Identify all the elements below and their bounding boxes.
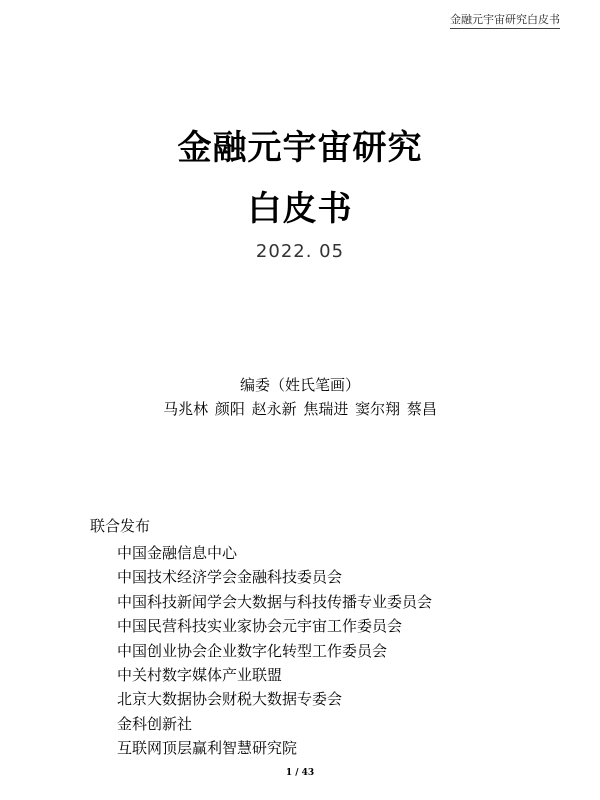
publication-date: 2022. 05 (255, 241, 345, 262)
publisher-item: 互联网顶层赢利智慧研究院 (117, 739, 298, 758)
publisher-item: 中国创业协会企业数字化转型工作委员会 (117, 641, 388, 660)
publisher-item: 金科创新社 (117, 714, 193, 733)
publishers-label: 联合发布 (90, 517, 151, 535)
page-number: 1 / 43 (285, 768, 315, 778)
running-header: 金融元宇宙研究白皮书 (450, 13, 560, 29)
publisher-item: 中国科技新闻学会大数据与科技传播专业委员会 (117, 592, 433, 611)
editors-names: 马兆林 颜阳 赵永新 焦瑞进 窦尔翔 蔡昌 (163, 400, 437, 418)
publisher-item: 中国民营科技实业家协会元宇宙工作委员会 (117, 617, 403, 636)
publisher-item: 中关村数字媒体产业联盟 (117, 666, 283, 685)
publisher-item: 中国技术经济学会金融科技委员会 (117, 568, 343, 587)
document-title-line-1: 金融元宇宙研究 (177, 128, 423, 168)
publishers-list (117, 541, 432, 761)
publisher-item: 北京大数据协会财税大数据专委会 (117, 690, 343, 709)
document-title-line-2: 白皮书 (247, 189, 353, 229)
publisher-item: 中国金融信息中心 (117, 544, 238, 562)
editors-label: 编委（姓氏笔画） (239, 376, 360, 394)
